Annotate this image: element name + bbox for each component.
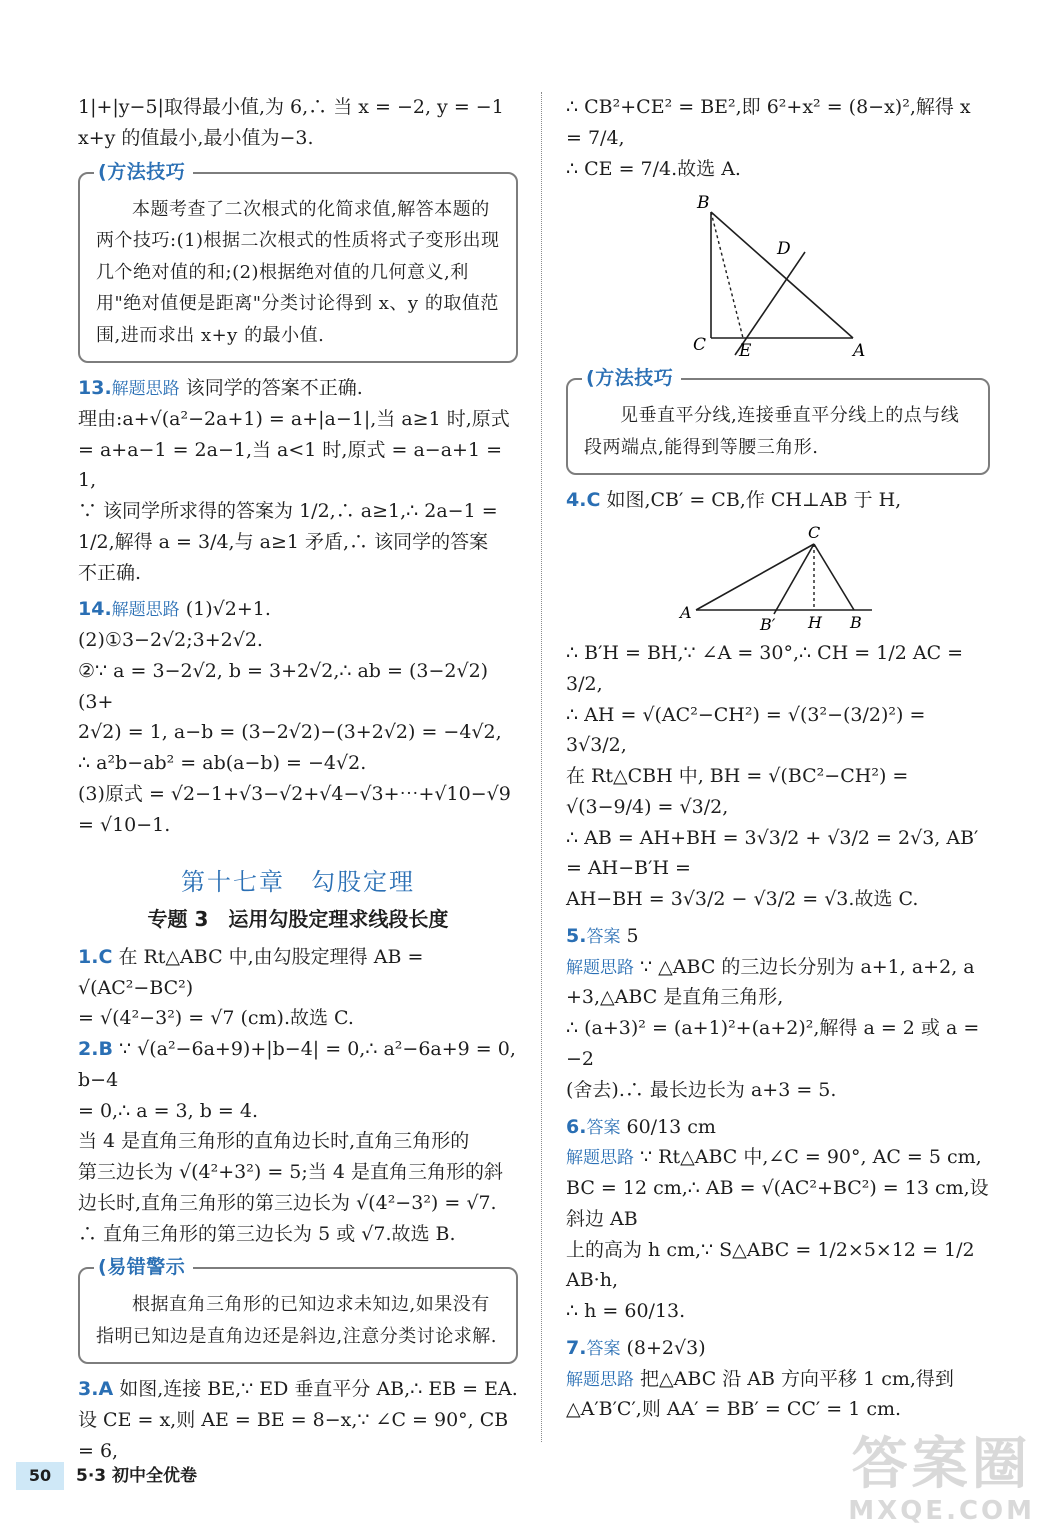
text-line: ∴ B′H = BH,∵ ∠A = 30°,∴ CH = 1/2 AC = 3/2, <box>566 642 964 695</box>
text-line: ∴ (a+3)² = (a+1)²+(a+2)²,解得 a = 2 或 a = −2 <box>566 1017 980 1071</box>
question-number: 14. <box>78 598 112 621</box>
point-label: B′ <box>760 615 776 633</box>
text-line: 2√2) = 1, a−b = (3−2√2)−(3+2√2) = −4√2, <box>78 721 502 744</box>
point-label: A <box>853 341 866 361</box>
segment-cb <box>814 544 854 610</box>
question-number: 5. <box>566 924 587 947</box>
text-line: △A′B′C′,则 AA′ = BB′ = CC′ = 1 cm. <box>566 1398 902 1421</box>
solution-line <box>566 952 990 983</box>
question-number: 6. <box>566 1115 587 1138</box>
question-2 <box>78 1034 518 1096</box>
answer-value: 5 <box>626 924 639 947</box>
text-line: ∵ √(a²−6a+9)+|b−4| = 0,∴ a²−6a+9 = 0, b−4 <box>78 1038 516 1091</box>
answer-value: 60/13 cm <box>626 1115 716 1138</box>
answer-label: 答案 <box>586 926 621 947</box>
page-number: 50 <box>16 1462 64 1490</box>
text-line: (3)原式 = √2−1+√3−√2+√4−√3+⋯+√10−√9 <box>78 782 511 805</box>
watermark-title: 答案圈 <box>851 1432 1032 1497</box>
point-label: A <box>680 603 692 623</box>
text-line: 如图,连接 BE,∵ ED 垂直平分 AB,∴ EB = EA. <box>119 1378 518 1401</box>
point-label: H <box>808 613 822 633</box>
text-line: 如图,CB′ = CB,作 CH⊥AB 于 H, <box>606 489 902 512</box>
question-6 <box>566 1112 990 1143</box>
text-line: 不正确. <box>78 561 142 584</box>
text-line: ∴ a²b−ab² = ab(a−b) = −4√2. <box>78 752 367 775</box>
solution-label: 解题思路 <box>111 379 180 400</box>
text-line: = 0,∴ a = 3, b = 4. <box>78 1099 258 1122</box>
text-line: = √10−1. <box>78 813 171 836</box>
question-number: 7. <box>566 1336 587 1359</box>
tip-box-text: 见垂直平分线,连接垂直平分线上的点与线段两端点,能得到等腰三角形. <box>584 405 960 458</box>
column-divider <box>541 92 542 1442</box>
text-line: ∴ CE = 7/4.故选 A. <box>566 157 741 180</box>
text-line: ∴ 直角三角形的第三边长为 5 或 √7.故选 B. <box>78 1222 456 1245</box>
text-line: ∴ AB = AH+BH = 3√3/2 + √3/2 = 2√3, AB′ = AH−B′H = <box>566 826 979 880</box>
watermark <box>848 1434 1035 1526</box>
text-line: 上的高为 h cm,∵ S△ABC = 1/2×5×12 = 1/2 AB·h, <box>566 1238 975 1292</box>
answer-label: 答案 <box>586 1338 621 1359</box>
question-3 <box>78 1374 518 1405</box>
text-line: 在 Rt△ABC 中,由勾股定理得 AB = √(AC²−BC²) <box>78 945 424 999</box>
point-label: B <box>850 613 862 633</box>
text-line: +3,△ABC 是直角三角形, <box>566 986 784 1009</box>
tip-box-title: (方法技巧 <box>582 365 681 391</box>
text-line: 边长时,直角三角形的第三边长为 √(4²−3²) = √7. <box>78 1191 497 1214</box>
point-label: C <box>693 335 707 356</box>
question-13 <box>78 373 518 404</box>
point-label: C <box>808 523 821 543</box>
tip-box-text: 本题考查了二次根式的化简求值,解答本题的两个技巧:(1)根据二次根式的性质将式子变形出现几个绝对值的和;(2)根据绝对值的几何意义,利用"绝对值便是距离"分类讨论得到 x、y 的取值范围,进而求出 x+y 的最小值. <box>96 198 500 346</box>
text-line: ∴ AH = √(AC²−CH²) = √(3²−(3/2)²) = 3√3/2, <box>566 703 926 757</box>
tip-box-title: (易错警示 <box>94 1254 193 1280</box>
text-line: 1|+|y−5|取得最小值,为 6,∴ 当 x = −2, y = −1 <box>78 96 504 118</box>
question-number: 13. <box>78 377 112 400</box>
text-line: x+y 的值最小,最小值为−3. <box>78 126 314 149</box>
answer-label: 答案 <box>586 1117 621 1138</box>
text-line: (2)①3−2√2;3+2√2. <box>78 629 263 652</box>
text-line: 当 4 是直角三角形的直角边长时,直角三角形的 <box>78 1130 470 1153</box>
figure-triangle-acb <box>678 522 878 632</box>
watermark-url: MXQE.COM <box>848 1496 1035 1526</box>
question-number: 4.C <box>566 489 601 512</box>
point-label: B <box>697 193 710 214</box>
text-line: 该同学的答案不正确. <box>185 377 363 400</box>
figure-triangle-abc-perpendicular-bisector <box>683 190 873 360</box>
solution-line <box>566 1142 990 1173</box>
point-label: D <box>777 239 791 260</box>
question-14 <box>78 594 518 625</box>
text-line: 在 Rt△CBH 中, BH = √(BC²−CH²) = √(3−9/4) = √3/2, <box>566 765 909 818</box>
right-column <box>566 92 990 1425</box>
text-line: (舍去).∴ 最长边长为 a+3 = 5. <box>566 1078 837 1101</box>
text-line: 理由:a+√(a²−2a+1) = a+|a−1|,当 a≥1 时,原式 <box>78 407 510 430</box>
segment-ac <box>696 544 814 610</box>
book-brand: 5·3 初中全优卷 <box>76 1466 198 1486</box>
answer-value: (8+2√3) <box>626 1336 706 1359</box>
text-line: 第三边长为 √(4²+3²) = 5;当 4 是直角三角形的斜 <box>78 1161 503 1184</box>
solution-label: 解题思路 <box>111 600 180 621</box>
dashed-segment-be <box>711 212 743 338</box>
text-line: BC = 12 cm,∴ AB = √(AC²+BC²) = 13 cm,设斜边 AB <box>566 1177 989 1230</box>
segment-ba <box>711 212 853 338</box>
text-line: = √(4²−3²) = √7 (cm).故选 C. <box>78 1007 354 1030</box>
solution-label: 解题思路 <box>566 1369 634 1390</box>
text-line: ∵ 该同学所求得的答案为 1/2,∴ a≥1,∴ 2a−1 = <box>78 500 498 523</box>
question-5 <box>566 921 990 952</box>
question-number: 1.C <box>78 945 113 968</box>
text-line: = a+a−1 = 2a−1,当 a<1 时,原式 = a−a+1 = 1, <box>78 438 503 492</box>
question-1 <box>78 942 518 1004</box>
solution-label: 解题思路 <box>566 957 634 978</box>
solution-line <box>566 1364 990 1395</box>
left-column <box>78 92 518 1467</box>
text-line: ②∵ a = 3−2√2, b = 3+2√2,∴ ab = (3−2√2)(3+ <box>78 659 489 713</box>
solution-label: 解题思路 <box>566 1148 634 1169</box>
question-number: 3.A <box>78 1378 114 1401</box>
chapter-title: 第十七章 勾股定理 <box>181 867 415 896</box>
text-line: (1)√2+1. <box>185 598 271 621</box>
question-number: 2.B <box>78 1038 113 1061</box>
question-4 <box>566 485 990 516</box>
text-line: ∵ △ABC 的三边长分别为 a+1, a+2, a <box>640 955 975 978</box>
topic-title: 专题 3 运用勾股定理求线段长度 <box>147 907 449 932</box>
tip-box-method <box>566 367 990 475</box>
text-line: 把△ABC 沿 AB 方向平移 1 cm,得到 <box>640 1367 954 1390</box>
text-line: AH−BH = 3√3/2 − √3/2 = √3.故选 C. <box>566 888 919 911</box>
point-label: E <box>739 341 752 361</box>
text-line: ∴ h = 60/13. <box>566 1300 686 1323</box>
tip-box-title: (方法技巧 <box>94 159 193 185</box>
question-7 <box>566 1333 990 1364</box>
tip-box-method <box>78 160 518 364</box>
text-line: ∵ Rt△ABC 中,∠C = 90°, AC = 5 cm, <box>640 1146 982 1169</box>
tip-box-text: 根据直角三角形的已知边求未知边,如果没有指明已知边是直角边还是斜边,注意分类讨论求解. <box>96 1294 497 1347</box>
text-line: 设 CE = x,则 AE = BE = 8−x,∵ ∠C = 90°, CB = 6, <box>78 1409 509 1462</box>
text-line: 1/2,解得 a = 3/4,与 a≥1 矛盾,∴ 该同学的答案 <box>78 530 489 553</box>
perpendicular-bisector-ed <box>735 252 805 355</box>
tip-box-warning <box>78 1256 518 1364</box>
text-line: ∴ CB²+CE² = BE²,即 6²+x² = (8−x)²,解得 x = 7/4, <box>566 96 971 149</box>
